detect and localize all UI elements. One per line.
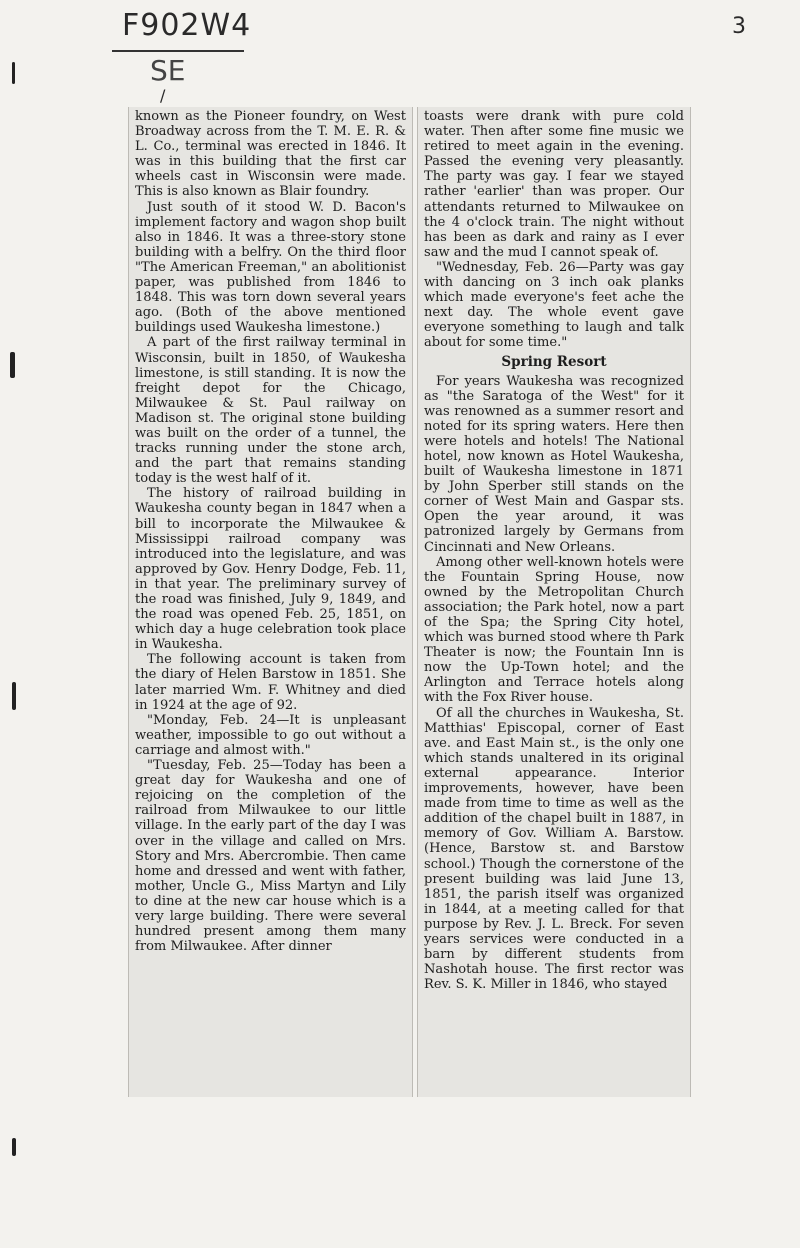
article-paragraph: "Wednesday, Feb. 26—Party was gay with dancing on 3 inch oak planks which made everyone's feet ache the next day. The whole event gave everyone something to laugh and talk about for some time." bbox=[424, 259, 684, 351]
article-paragraph: For years Waukesha was recognized as "the Saratoga of the West" for it was renowned as a summer resort and noted for its spring waters. Here then were hotels and hotels! The National hotel, now known as Hotel Waukesha, built of Waukesha limestone in 1871 by John Sperber still stands on the corner of West Main and Gaspar sts. Open the year around, it was patronized largely by Germans from Cincinnati and New Orleans. bbox=[424, 373, 684, 555]
article-paragraph: known as the Pioneer foundry, on West Broadway across from the T. M. E. R. & L. Co., terminal was erected in 1846. It was in this building that the first car wheels cast in Wisconsin were made. This is also known as Blair foundry. bbox=[135, 109, 406, 200]
binding-mark bbox=[12, 1138, 16, 1156]
article-paragraph: "Tuesday, Feb. 25—Today has been a great day for Waukesha and one of rejoicing on the completion of the railroad from Milwaukee to our little village. In the early part of the day I was over in the village and called on Mrs. Story and Mrs. Abercrombie. Then came home and dressed and went with father, mother, Uncle G., Miss Martyn and Lily to dine at the new car house which is a very large building. There were several hundred present among them many from Milwaukee. After dinner bbox=[135, 758, 406, 955]
subhead-spring-resort: Spring Resort bbox=[501, 353, 607, 370]
binding-mark bbox=[12, 62, 15, 84]
article-paragraph: toasts were drank with pure cold water. Then after some fine music we retired to meet again in the evening. Passed the evening very pleasantly. The party was gay. I fear we stayed rather 'earlier' than was proper. Our attendants returned to Milwaukee on the 4 o'clock train. The night without has been as dark and rainy as I ever saw and the mud I cannot speak of. bbox=[424, 109, 684, 260]
section-annotation: SE bbox=[150, 54, 186, 87]
binding-mark bbox=[10, 352, 15, 378]
article-paragraph: Just south of it stood W. D. Bacon's implement factory and wagon shop built also in 1846. It was a three-story stone building with a belfry. On the third floor "The American Freeman," an abolitionist paper, was published from 1846 to 1848. This was torn down several years ago. (Both of the above mentioned buildings used Waukesha limestone.) bbox=[135, 199, 406, 336]
article-paragraph: Of all the churches in Waukesha, St. Matthias' Episcopal, corner of East ave. and East Main st., is the only one which stands unaltered in its original external appearance. Interior improvements, however, have been made from time to time as well as the addition of the chapel built in 1887, in memory of Gov. William A. Barstow. (Hence, Barstow st. and Barstow school.) Though the cornerstone of the present building was laid June 13, 1851, the parish itself was organized in 1844, at a meeting called for that purpose by Rev. J. L. Breck. For seven years services were conducted in a barn by different students from Nashotah house. The first rector was Rev. S. K. Miller in 1846, who stayed bbox=[424, 705, 684, 993]
article-paragraph: The following account is taken from the diary of Helen Barstow in 1851. She later married Wm. F. Whitney and died in 1924 at the age of 92. bbox=[135, 652, 406, 713]
article-paragraph: The history of railroad building in Waukesha county began in 1847 when a bill to incorporate the Milwaukee & Mississippi railroad company was introduced into the legislature, and was approved by Gov. Henry Dodge, Feb. 11, in that year. The preliminary survey of the road was finished, July 9, 1849, and the road was opened Feb. 25, 1851, on which day a huge celebration took place in Waukesha. bbox=[135, 486, 406, 653]
article-paragraph: "Monday, Feb. 24—It is unpleasant weather, impossible to go out without a carriage and almost with." bbox=[135, 712, 406, 758]
call-number-annotation: F902W4 bbox=[122, 8, 252, 43]
tick-mark: / bbox=[160, 86, 166, 105]
binding-mark bbox=[12, 682, 16, 710]
page-number: 3 bbox=[732, 14, 746, 39]
article-column-left bbox=[128, 107, 413, 1097]
article-paragraph: A part of the first railway terminal in Wisconsin, built in 1850, of Waukesha limestone, is still standing. It is now the freight depot for the Chicago, Milwaukee & St. Paul railway on Madison st. The original stone building was built on the order of a tunnel, the tracks running under the stone arch, and the part that remains standing today is the west half of it. bbox=[135, 335, 406, 487]
article-paragraph: Among other well-known hotels were the Fountain Spring House, now owned by the Metropolitan Church association; the Park hotel, now a part of the Spa; the Spring City hotel, which was burned stood where th Park Theater is now; the Fountain Inn is now the Up-Town hotel; and the Arlington and Terrace hotels along with the Fox River house. bbox=[424, 554, 684, 706]
call-number-underline bbox=[112, 50, 244, 52]
article-column-right bbox=[417, 107, 691, 1097]
